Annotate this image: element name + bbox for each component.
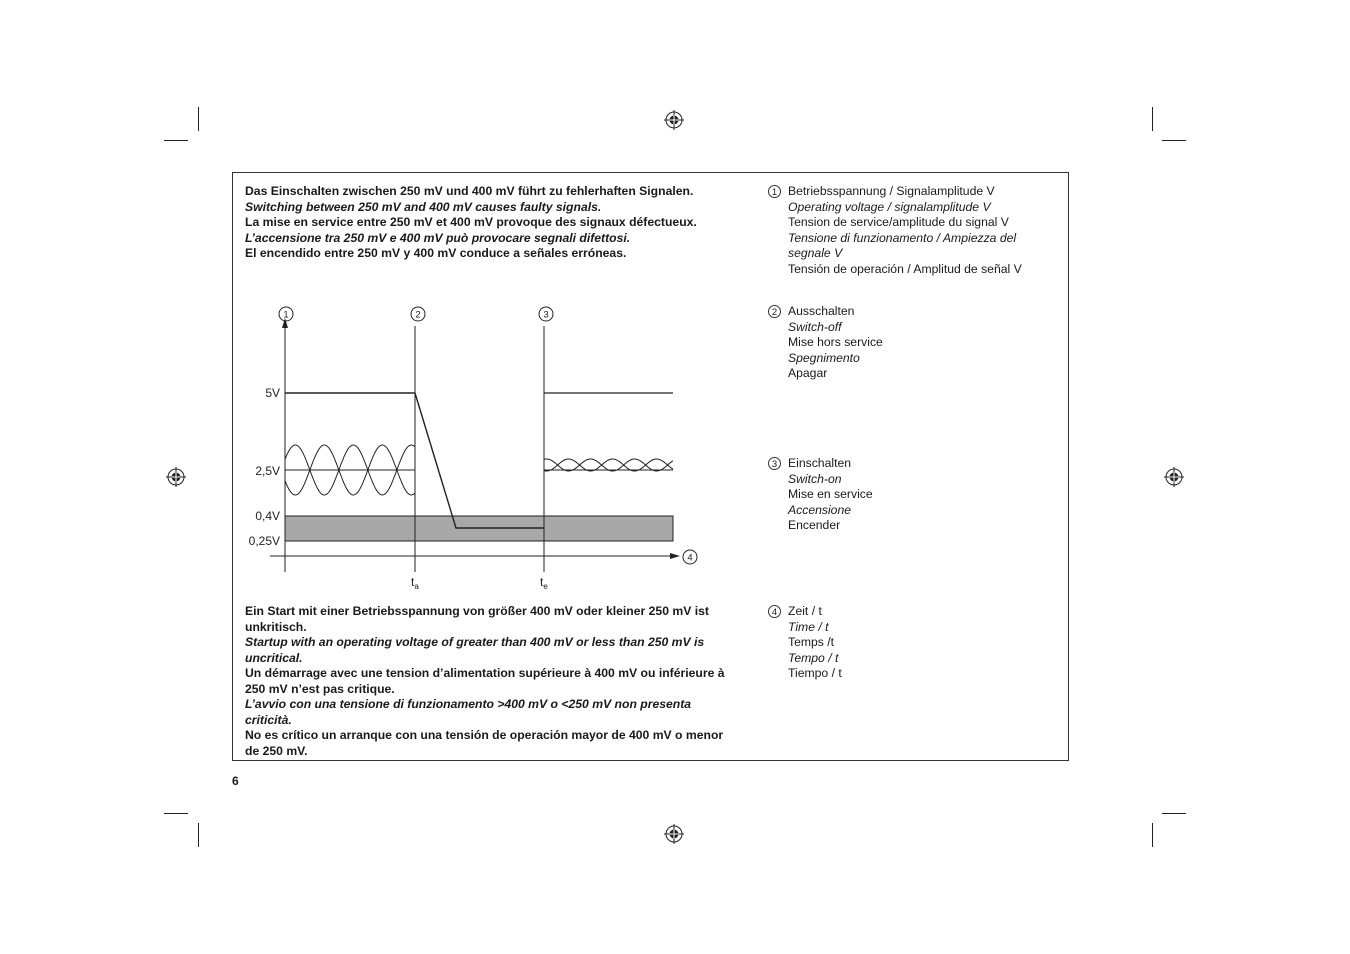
- legend-line: Time / t: [788, 619, 829, 634]
- legend-number: 2: [768, 305, 781, 318]
- intro-line-de: Das Einschalten zwischen 250 mV und 400 mV führt zu fehlerhaften Signalen.: [245, 184, 694, 198]
- legend-line: Betriebsspannung / Signalamplitude V: [788, 184, 995, 198]
- crop-mark: [164, 813, 188, 814]
- legend-line: Tensione di funzionamento / Ampiezza del segnale V: [788, 230, 1017, 260]
- legend-line: Encender: [788, 518, 841, 532]
- note-fr: Un démarrage avec une tension d’alimentation supérieure à 400 mV ou inférieure à 250 mV n’est pas critique.: [245, 666, 725, 696]
- registration-mark-icon: [664, 824, 684, 844]
- registration-mark-icon: [1164, 467, 1184, 487]
- y-label-0-25v: 0,25V: [248, 534, 280, 548]
- crop-mark: [1152, 107, 1153, 131]
- legend-item-2: [768, 304, 1028, 382]
- marker-2: 2: [415, 309, 421, 321]
- intro-line-es: El encendido entre 250 mV y 400 mV conduce a señales erróneas.: [245, 246, 627, 260]
- startup-note: [245, 604, 735, 759]
- legend-line: Apagar: [788, 366, 828, 380]
- intro-line-en: Switching between 250 mV and 400 mV causes faulty signals.: [245, 199, 602, 214]
- y-label-5v: 5V: [265, 386, 280, 400]
- legend-number: 1: [768, 185, 781, 198]
- legend-line: Mise hors service: [788, 335, 883, 349]
- legend-line: Spegnimento: [788, 350, 860, 365]
- y-label-0-4v: 0,4V: [255, 509, 280, 523]
- legend-item-3: [768, 456, 1028, 534]
- legend-number: 4: [768, 605, 781, 618]
- voltage-timing-diagram: [232, 295, 712, 595]
- legend-line: Accensione: [788, 502, 852, 517]
- legend-line: Ausschalten: [788, 304, 855, 318]
- legend-line: Mise en service: [788, 487, 873, 501]
- intro-line-it: L’accensione tra 250 mV e 400 mV può provocare segnali difettosi.: [245, 230, 631, 245]
- x-axis-arrow-icon: [670, 553, 680, 559]
- marker-3: 3: [543, 309, 549, 321]
- y-label-2-5v: 2,5V: [255, 464, 280, 478]
- page-number: 6: [232, 774, 239, 788]
- registration-mark-icon: [166, 467, 186, 487]
- crop-mark: [198, 823, 199, 847]
- crop-mark: [1162, 813, 1186, 814]
- t-e-label: $t_e$: [540, 575, 548, 591]
- note-it: L’avvio con una tensione di funzionamento >400 mV o <250 mV non presenta criticità.: [245, 697, 692, 727]
- legend-line: Temps /t: [788, 635, 835, 649]
- legend-line: Switch-off: [788, 319, 842, 334]
- legend-number: 3: [768, 457, 781, 470]
- crop-mark: [1162, 140, 1186, 141]
- legend-line: Tensión de operación / Amplitud de señal V: [788, 261, 1022, 276]
- legend-item-1: [768, 184, 1028, 277]
- legend-item-4: [768, 604, 1028, 682]
- legend-line: Einschalten: [788, 456, 852, 470]
- note-en: Startup with an operating voltage of greater than 400 mV or less than 250 mV is uncritical.: [245, 635, 705, 665]
- legend-line: Zeit / t: [788, 604, 822, 618]
- note-es: No es crítico un arranque con una tensión de operación mayor de 400 mV o menor de 250 mV.: [245, 728, 724, 758]
- crop-mark: [1152, 823, 1153, 847]
- legend-line: Switch-on: [788, 471, 842, 486]
- registration-mark-icon: [664, 110, 684, 130]
- legend-line: Operating voltage / signalamplitude V: [788, 199, 991, 214]
- t-a-label: $t_a$: [411, 575, 419, 591]
- crop-mark: [164, 140, 188, 141]
- legend-line: Tension de service/amplitude du signal V: [788, 215, 1009, 229]
- marker-1: 1: [283, 309, 289, 321]
- intro-line-fr: La mise en service entre 250 mV et 400 mV provoque des signaux défectueux.: [245, 215, 697, 229]
- legend-line: Tiempo / t: [788, 666, 842, 680]
- marker-4: 4: [687, 552, 693, 564]
- intro-text: [245, 184, 745, 262]
- legend-line: Tempo / t: [788, 650, 839, 665]
- crop-mark: [198, 107, 199, 131]
- note-de: Ein Start mit einer Betriebsspannung von größer 400 mV oder kleiner 250 mV ist unkritisch.: [245, 604, 709, 634]
